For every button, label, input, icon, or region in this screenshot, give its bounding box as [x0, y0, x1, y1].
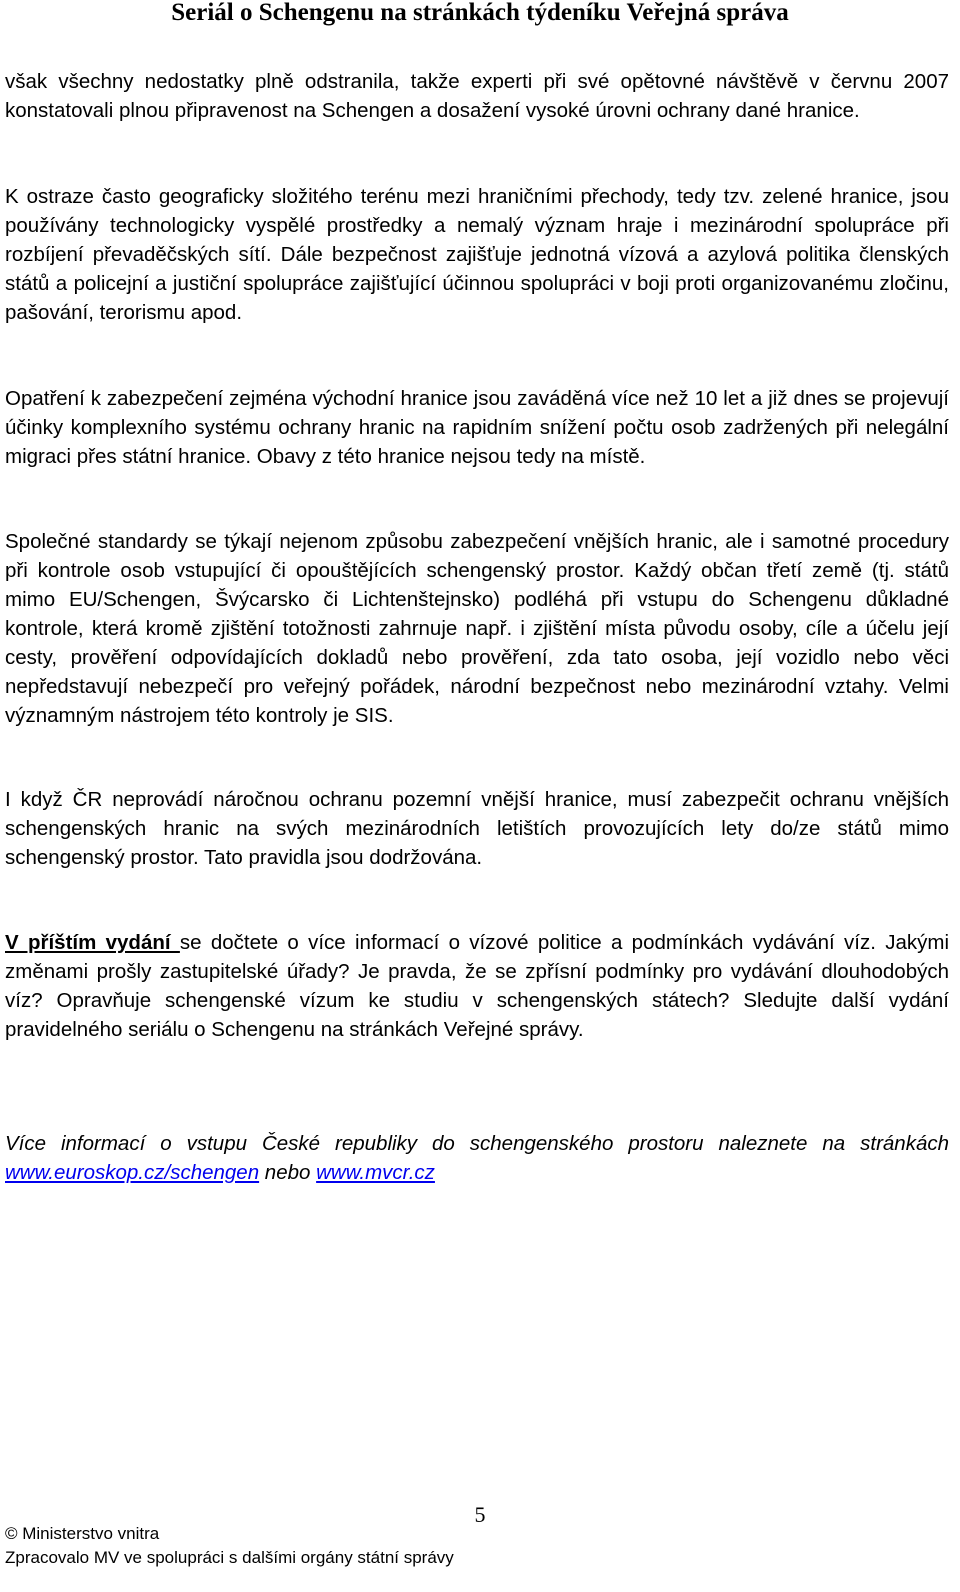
page-number: 5: [474, 1502, 486, 1527]
next-issue-text: se dočtete o více informací o vízové politice a podmínkách vydávání víz. Jakými změnami prošly zastupitelské úřady? Je pravda, že se zpřísní podmínky pro vydávání dlouhodobých víz? Opravňuje schengenské vízum ke studiu v schengenských státech? Sledujte další vydání pravidelného seriálu o Schengenu na stránkách Veřejné správy.: [5, 931, 949, 1041]
more-info-text: Více informací o vstupu České republiky do schengenského prostoru naleznete na stránkách: [5, 1132, 949, 1155]
footer-credit: Zpracovalo MV ve spolupráci s dalšími orgány státní správy: [5, 1548, 454, 1567]
paragraph-5: I když ČR neprovádí náročnou ochranu pozemní vnější hranice, musí zabezpečit ochranu vnějších schengenských hranic na svých mezinárodních letištích provozujících lety do/ze států mimo schengenský prostor. Tato pravidla jsou dodržována.: [5, 788, 949, 869]
paragraph-4: Společné standardy se týkají nejenom způsobu zabezpečení vnějších hranic, ale i samotné procedury při kontrole osob vstupující či opouštějících schengenský prostor. Každý občan třetí země (tj. států mimo EU/Schengen, Švýcarsko či Lichtenštejnsko) podléhá při vstupu do Schengenu důkladné kontrole, která kromě zjištění totožnosti zahrnuje např. i zjištění místa původu osoby, cíle a účelu její cesty, prověření odpovídajících dokladů nebo prověření, zda tato osoba, její vozidlo nebo věci nepředstavují nebezpečí pro veřejný pořádek, národní bezpečnost nebo mezinárodní vztahy. Velmi významným nástrojem této kontroly je SIS.: [5, 530, 949, 727]
more-info-conjunction: nebo: [259, 1161, 317, 1184]
next-issue-lead: V příštím vydání: [5, 931, 180, 954]
page-header-title: Seriál o Schengenu na stránkách týdeníku Veřejná správa: [171, 0, 789, 26]
paragraph-1: však všechny nedostatky plně odstranila, takže experti při své opětovné návštěvě v červnu 2007 konstatovali plnou připravenost na Schengen a dosažení vysoké úrovni ochrany dané hranice.: [5, 70, 949, 122]
paragraph-2: K ostraze často geograficky složitého terénu mezi hraničními přechody, tedy tzv. zelené hranice, jsou používány technologicky vyspělé prostředky a nemalý význam hraje i mezinárodní spolupráce při rozbíjení převaděčských sítí. Dále bezpečnost zajišťuje jednotná vízová a azylová politika členských států a policejní a justiční spolupráce zajišťující účinnou spolupráci v boji proti organizovanému zločinu, pašování, terorismu apod.: [5, 185, 949, 324]
paragraph-3: Opatření k zabezpečení zejména východní hranice jsou zaváděná více než 10 let a již dnes se projevují účinky komplexního systému ochrany hranic na rapidním snížení počtu osob zadržených při nelegální migraci přes státní hranice. Obavy z této hranice nejsou tedy na místě.: [5, 387, 949, 468]
mvcr-link[interactable]: www.mvcr.cz: [316, 1161, 435, 1184]
paragraph-more-info: [5, 1129, 949, 1187]
paragraph-next-issue: [5, 928, 949, 1044]
footer-copyright: © Ministerstvo vnitra: [5, 1524, 160, 1543]
euroskop-link[interactable]: www.euroskop.cz/schengen: [5, 1161, 260, 1184]
